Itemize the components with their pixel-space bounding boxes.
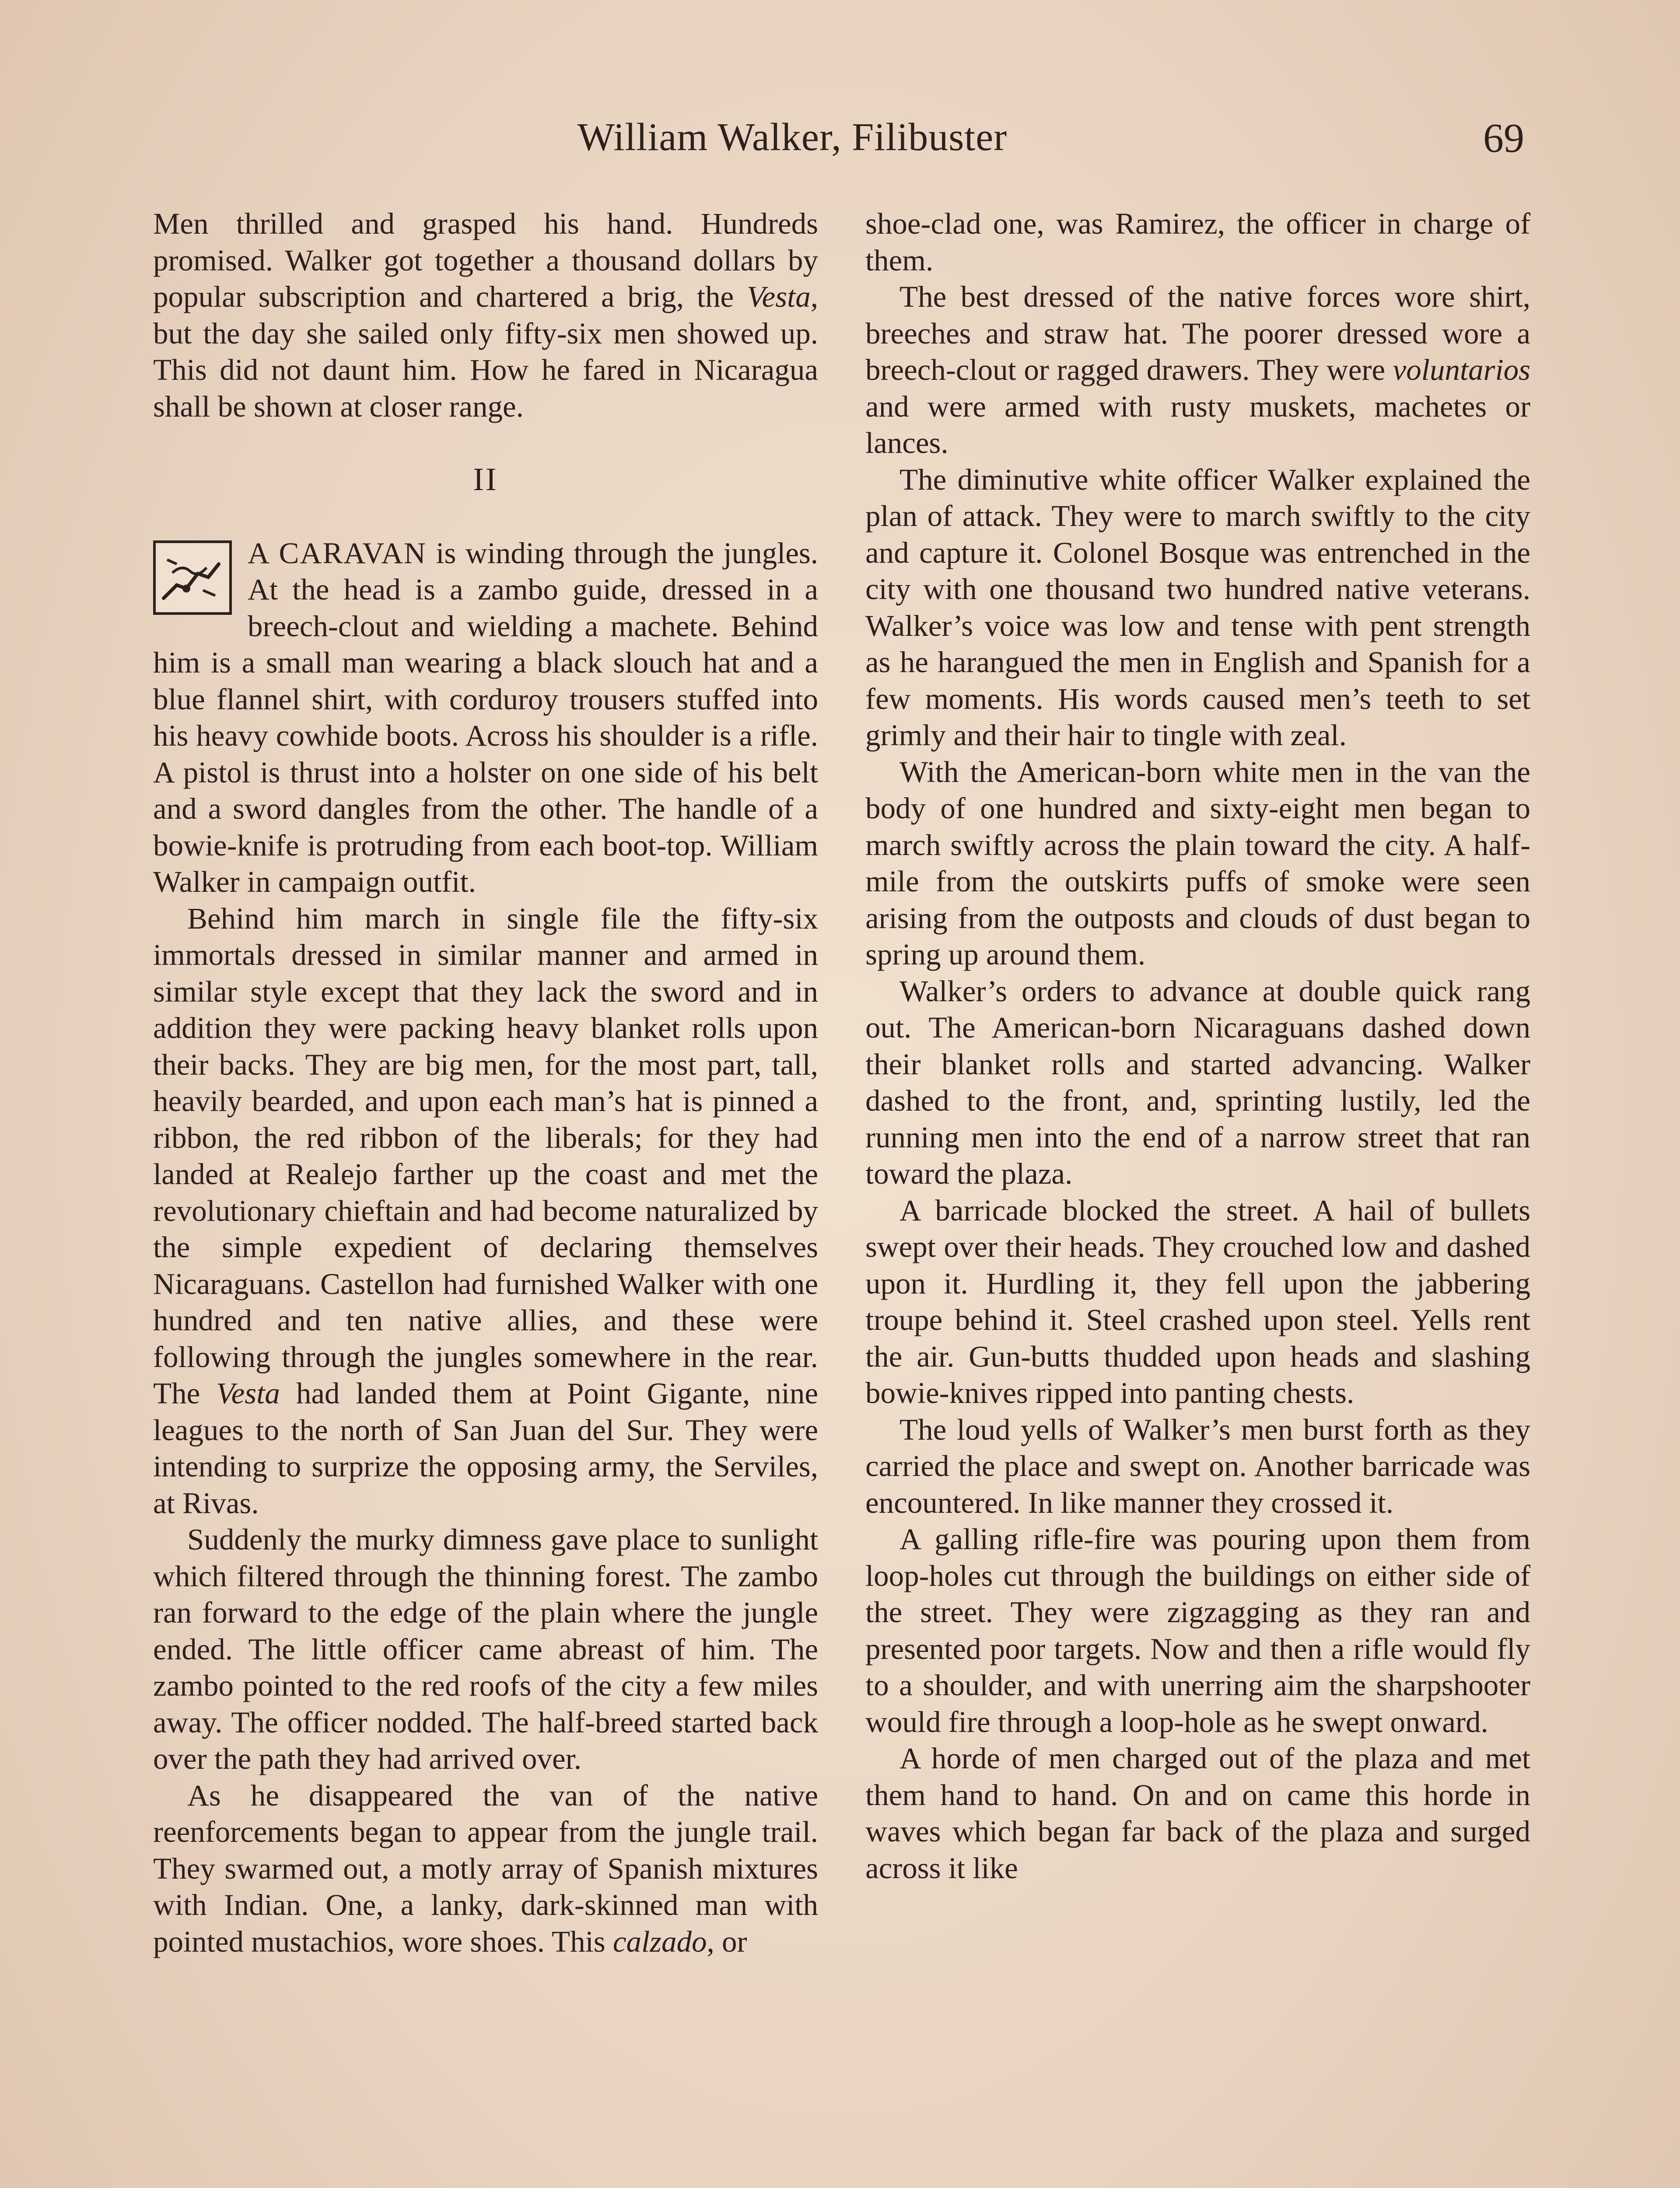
paragraph: Walker’s orders to advance at double quick rang out. The American-born Nicaraguans dashed down their blanket rolls and started advancing. Walker dashed to the front, and, sprinting lustily, led the running men into the end of a narrow street that ran toward the plaza.	[865, 974, 1530, 1190]
ship-name: Vesta	[747, 280, 811, 313]
paragraph: shoe-clad one, was Ramirez, the officer in charge of them.	[865, 207, 1530, 277]
ship-name: Vesta	[216, 1377, 280, 1410]
paragraph: A horde of men charged out of the plaza and met them hand to hand. On and on came this horde in waves which began far back of the plaza and surged across it like	[865, 1742, 1530, 1885]
paragraph: A galling rifle-fire was pouring upon them from loop-holes cut through the buildings on either side of the street. They were zigzagging as they ran and presented poor targets. Now and then a rifle would fly to a shoulder, and with unerring aim the sharpshooter would fire through a loop-hole as he swept onward.	[865, 1522, 1530, 1739]
paragraph: Suddenly the murky dimness gave place to sunlight which filtered through the thinning forest. The zambo ran forward to the edge of the plain where the jungle ended. The little officer came abreast of him. The zambo pointed to the red roofs of the city a few miles away. The officer nodded. The half-breed started back over the path they had arrived over.	[153, 1523, 818, 1775]
dropcap-ornament-icon	[153, 540, 232, 615]
paragraph: As he disappeared the van of the native reenforcements began to appear from the jungle trail. They swarmed out, a motly array of Spanish mixtures with Indian. One, a lanky, dark-skinned man with pointed mustachios, wore shoes. This calzado, or	[153, 1778, 818, 1958]
running-head-title: William Walker, Filibuster	[578, 116, 1008, 159]
paragraph: A barricade blocked the street. A hail of bullets swept over their heads. They crouched low and dashed upon it. Hurdling it, they fell upon the jabbering troupe behind it. Steel crashed upon steel. Yells rent the air. Gun-butts thudded upon heads and slashing bowie-knives ripped into panting chests.	[865, 1193, 1530, 1410]
section-number: II	[473, 462, 498, 498]
left-column	[153, 206, 818, 1960]
paragraph: The diminutive white officer Walker explained the plan of attack. They were to march swiftly to the city and capture it. Colonel Bosque was entrenched in the city with one thousand two hundred native veterans. Walker’s voice was low and tense with pent strength as he harangued the men in English and Spanish for a few moments. His words caused men’s teeth to set grimly and their hair to tingle with zeal.	[865, 463, 1530, 752]
italic-word: voluntarios	[1393, 353, 1530, 386]
right-column	[865, 206, 1530, 1886]
paragraph: The best dressed of the native forces wore shirt, breeches and straw hat. The poorer dressed wore a breech-clout or ragged drawers. They were voluntarios and were armed with rusty muskets, machetes or lances.	[865, 280, 1530, 459]
paragraph: The loud yells of Walker’s men burst forth as they carried the place and swept on. Another barricade was encountered. In like manner they crossed it.	[865, 1413, 1530, 1519]
paragraph: Men thrilled and grasped his hand. Hundreds promised. Walker got together a thousand dollars by popular subscription and chartered a brig, the Vesta, but the day she sailed only fifty-six men showed up. This did not daunt him. How he fared in Nicaragua shall be shown at closer range.	[153, 207, 818, 423]
paragraph: Behind him march in single file the fifty-six immortals dressed in similar manner and armed in similar style except that they lack the sword and in addition they were packing heavy blanket rolls upon their backs. They are big men, for the most part, tall, heavily bearded, and upon each man’s hat is pinned a ribbon, the red ribbon of the liberals; for they had landed at Realejo farther up the coast and met the revolutionary chieftain and had become naturalized by the simple expedient of declaring themselves Nicaraguans. Castellon had furnished Walker with one hundred and ten native allies, and these were following through the jungles somewhere in the rear. The Vesta had landed them at Point Gigante, nine leagues to the north of San Juan del Sur. They were intending to surprize the opposing army, the Serviles, at Rivas.	[153, 901, 818, 1520]
dropcap-lead-words: A CARAVAN	[248, 536, 427, 570]
italic-word: calzado	[612, 1925, 707, 1958]
paragraph: With the American-born white men in the van the body of one hundred and sixty-eight men began to march swiftly across the plain toward the city. A half-mile from the outskirts puffs of smoke were seen arising from the outposts and clouds of dust began to spring up around them.	[865, 755, 1530, 971]
paragraph-dropcap: A CARAVAN is winding through the jungles. At the head is a zambo guide, dressed in a breech-clout and wielding a machete. Behind him is a small man wearing a black slouch hat and a blue flannel shirt, with corduroy trousers stuffed into his heavy cowhide boots. Across his shoulder is a rifle. A pistol is thrust into a holster on one side of his belt and a sword dangles from the other. The handle of a bowie-knife is protruding from each boot-top. William Walker in campaign outfit.	[153, 536, 818, 898]
page-number: 69	[1483, 116, 1524, 161]
